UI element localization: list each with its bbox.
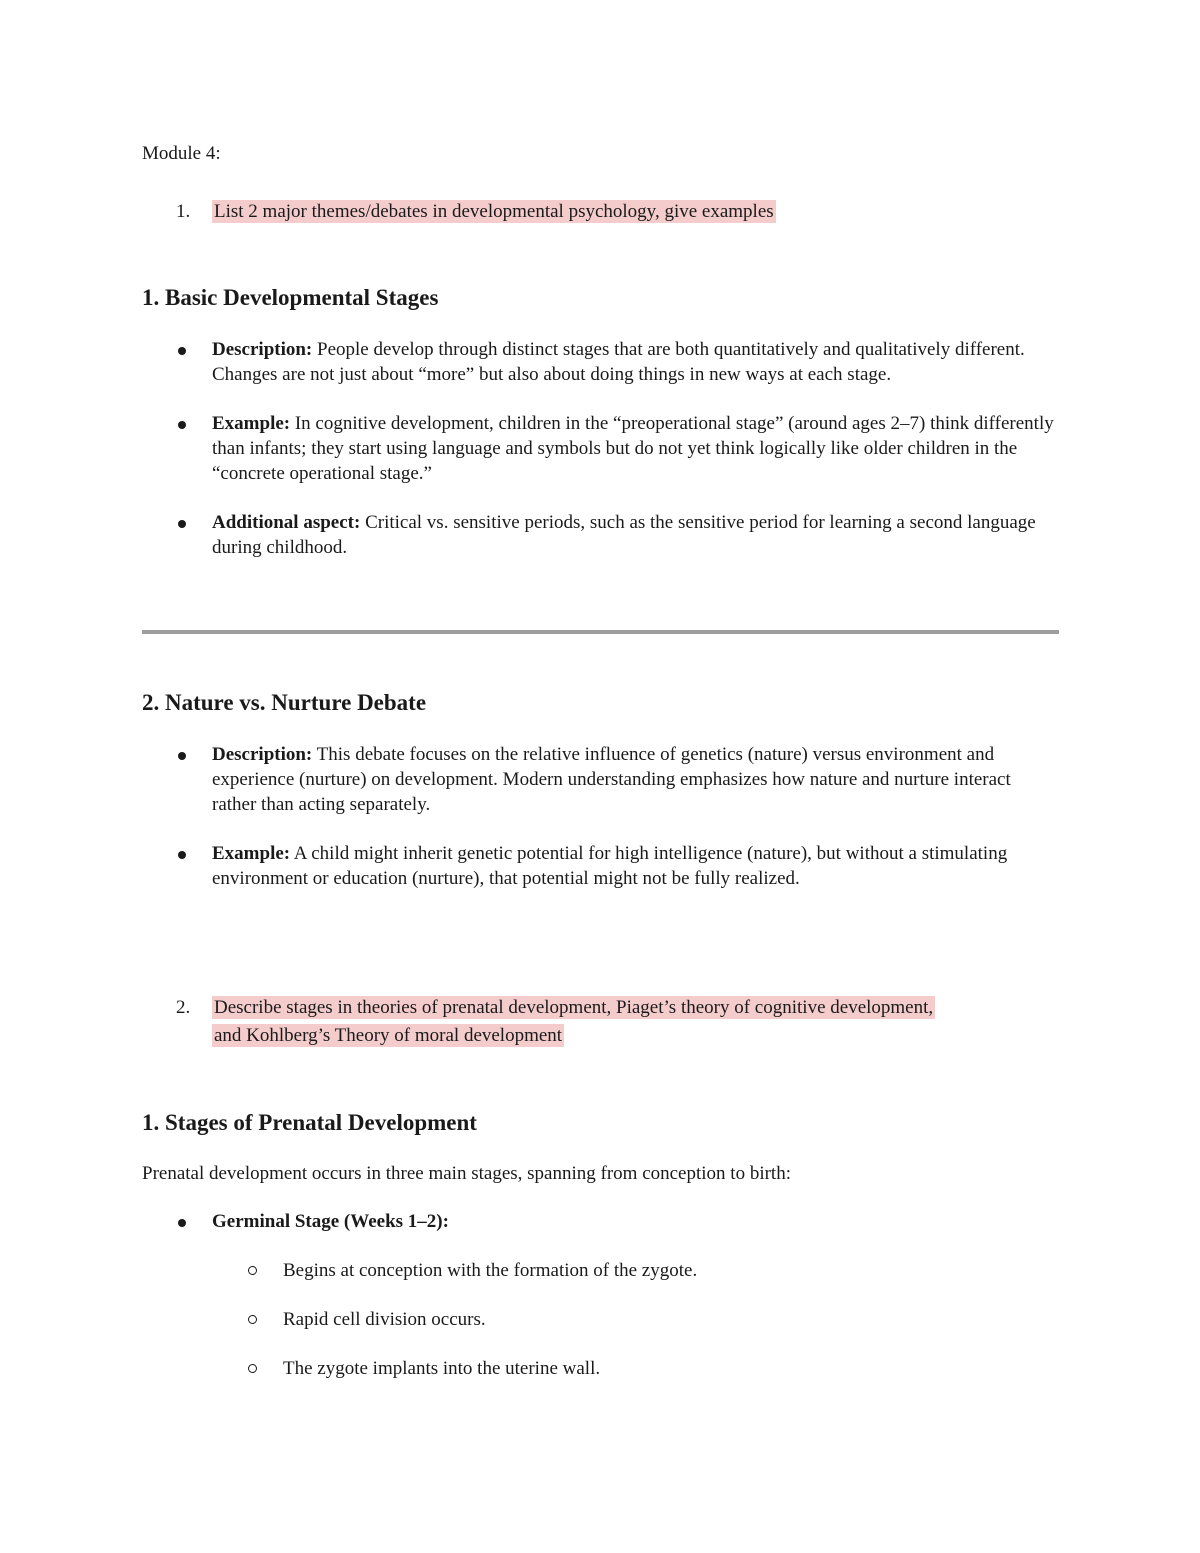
bullet-item [142, 841, 1060, 891]
bullet-text: In cognitive development, children in the “preoperational stage” (around ages 2–7) think differently than infants; they start using language and symbols but do not yet think logically like older children in the “concrete operational stage.” [212, 413, 1054, 484]
section-heading: 2. Nature vs. Nurture Debate [142, 690, 427, 715]
bullet-list [142, 337, 1060, 560]
bullet-list [142, 742, 1060, 891]
bullet-list [142, 1209, 1060, 1381]
hollow-circle-icon [248, 1266, 257, 1275]
highlighted-question: List 2 major themes/debates in developmental psychology, give examples [214, 201, 774, 222]
bullet-dot-icon [178, 347, 186, 355]
highlighted-question-line: Describe stages in theories of prenatal development, Piaget’s theory of cognitive development, [214, 997, 934, 1018]
sub-bullet-text: Rapid cell division occurs. [283, 1309, 486, 1330]
bullet-item [142, 411, 1060, 486]
bullet-label: Description: [212, 339, 313, 360]
hollow-circle-icon [248, 1364, 257, 1373]
bullet-label: Additional aspect: [212, 512, 361, 533]
sub-bullet-item [142, 1258, 1060, 1283]
sub-bullet-text: Begins at conception with the formation of the zygote. [283, 1260, 698, 1281]
bullet-label: Example: [212, 843, 291, 864]
bullet-label: Example: [212, 413, 291, 434]
bullet-text: This debate focuses on the relative influence of genetics (nature) versus environment and experience (nurture) on development. Modern understanding emphasizes how nature and nurture interact rather than acting separately. [212, 744, 1011, 815]
bullet-item [142, 510, 1060, 560]
sub-bullet-item [142, 1307, 1060, 1332]
module-title: Module 4: [142, 143, 221, 164]
bullet-text: Critical vs. sensitive periods, such as the sensitive period for learning a second language during childhood. [212, 512, 1036, 558]
question-number: 2. [176, 997, 191, 1018]
bullet-dot-icon [178, 1219, 186, 1227]
bullet-dot-icon [178, 752, 186, 760]
bullet-label: Germinal Stage (Weeks 1–2): [212, 1211, 449, 1232]
hollow-circle-icon [248, 1315, 257, 1324]
bullet-dot-icon [178, 421, 186, 429]
bullet-item [142, 742, 1060, 817]
question-text [212, 994, 1052, 1050]
intro-paragraph: Prenatal development occurs in three main stages, spanning from conception to birth: [142, 1163, 791, 1184]
bullet-text: People develop through distinct stages that are both quantitatively and qualitatively different. Changes are not just about “more” but also about doing things in new ways at each stage. [212, 339, 1025, 385]
horizontal-divider [142, 630, 1059, 634]
question-number: 1. [176, 201, 191, 222]
section-heading: 1. Basic Developmental Stages [142, 285, 439, 310]
bullet-dot-icon [178, 851, 186, 859]
question-text [212, 198, 1052, 226]
bullet-item [142, 1209, 1060, 1234]
bullet-text: A child might inherit genetic potential for high intelligence (nature), but without a stimulating environment or education (nurture), that potential might not be fully realized. [212, 843, 1008, 889]
sub-bullet-item [142, 1356, 1060, 1381]
highlighted-question-line: and Kohlberg’s Theory of moral development [214, 1025, 563, 1046]
bullet-dot-icon [178, 520, 186, 528]
bullet-label: Description: [212, 744, 313, 765]
bullet-item [142, 337, 1060, 387]
sub-bullet-text: The zygote implants into the uterine wall. [283, 1358, 601, 1379]
section-heading: 1. Stages of Prenatal Development [142, 1110, 477, 1135]
